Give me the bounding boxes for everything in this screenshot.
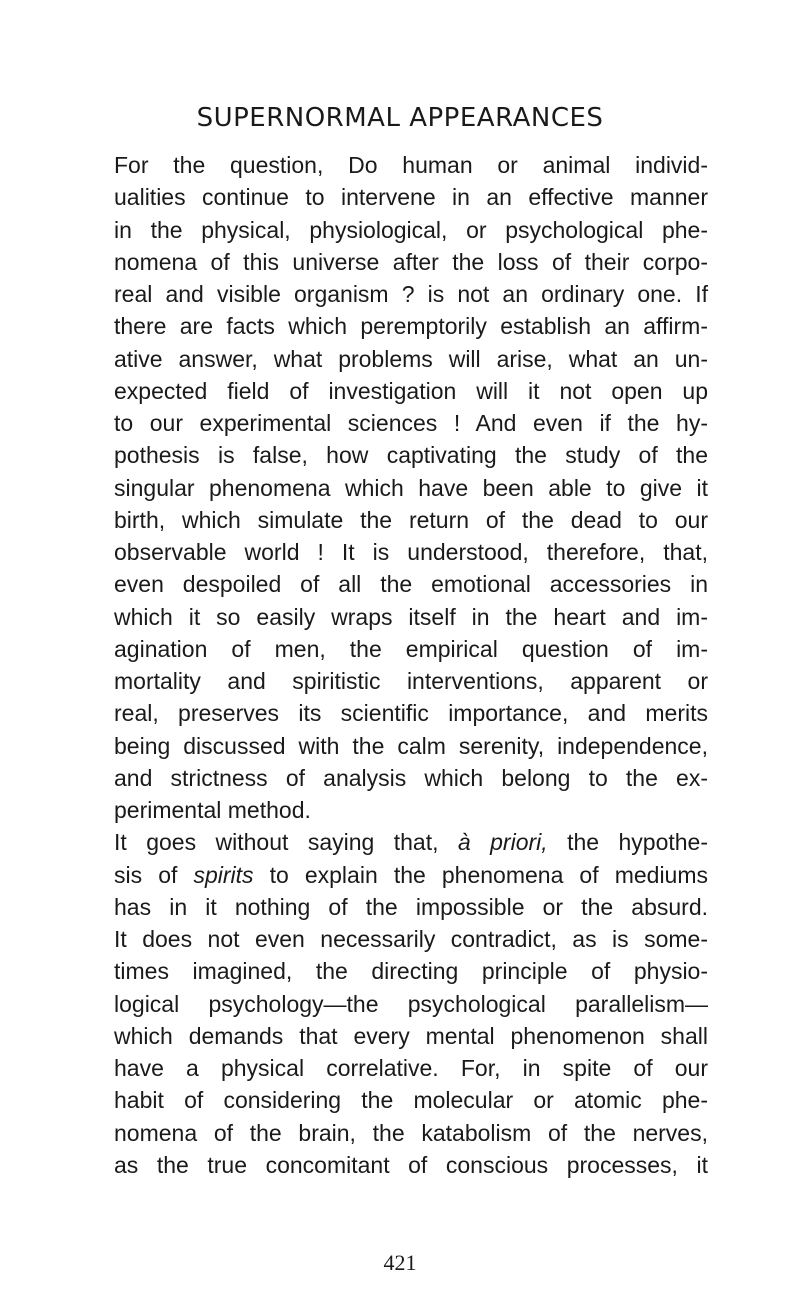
paragraph-end-line: perimental method. [114, 797, 311, 823]
text-line: there are facts which peremptorily establish an affirm- [114, 313, 708, 340]
text-line: in the physical, physiological, or psychological phe- [114, 216, 708, 243]
text-line: habit of considering the molecular or atomic phe- [114, 1087, 708, 1114]
text-line: which it so easily wraps itself in the heart and im- [114, 603, 708, 630]
text-line: ualities continue to intervene in an effective manner [114, 184, 708, 211]
italic-word: spirits [193, 861, 254, 888]
text-run: sis of [114, 861, 178, 888]
text-line: even despoiled of all the emotional accessories in [114, 571, 708, 598]
text-line: nomena of the brain, the katabolism of the nerves, [114, 1119, 708, 1146]
text-line: birth, which simulate the return of the dead to our [114, 506, 708, 533]
text-run: It goes without saying that, [114, 829, 439, 856]
text-line: pothesis is false, how captivating the study of the [114, 442, 708, 469]
text-line: have a physical correlative. For, in spite of our [114, 1055, 708, 1081]
text-line: mortality and spiritistic interventions, apparent or [114, 668, 708, 694]
text-line: logical psychology—the psychological parallelism— [114, 990, 708, 1017]
paragraph-first-line [114, 826, 708, 858]
text-line: and strictness of analysis which belong to the ex- [114, 764, 708, 791]
text-line: expected field of investigation will it not open up [114, 377, 708, 404]
running-head: SUPERNORMAL APPEARANCES [196, 103, 604, 133]
text-line: agination of men, the empirical question of im- [114, 635, 708, 662]
text-line: nomena of this universe after the loss of their corpo- [114, 248, 708, 275]
text-line: real, preserves its scientific importance, and merits [114, 700, 708, 727]
text-line: which demands that every mental phenomenon shall [114, 1022, 708, 1049]
text-line: For the question, Do human or animal individ- [114, 152, 708, 178]
text-line: as the true concomitant of conscious processes, it [114, 1151, 708, 1178]
text-line: real and visible organism ? is not an ordinary one. If [114, 281, 708, 307]
text-run: the hypothe- [567, 829, 709, 856]
text-line: to our experimental sciences ! And even if the hy- [114, 410, 708, 436]
text-line: singular phenomena which have been able to give it [114, 474, 708, 501]
text-line: times imagined, the directing principle of physio- [114, 958, 708, 985]
text-line [114, 859, 708, 891]
page-number: 421 [383, 1250, 417, 1275]
text-line: has in it nothing of the impossible or the absurd. [114, 893, 708, 920]
text-run: to explain the phenomena of mediums [269, 861, 708, 888]
body-text [114, 149, 708, 1181]
text-line: observable world ! It is understood, therefore, that, [114, 539, 708, 565]
italic-phrase: à priori, [457, 829, 548, 856]
text-line: being discussed with the calm serenity, independence, [114, 732, 708, 759]
text-line: It does not even necessarily contradict, as is some- [114, 926, 708, 952]
text-line: ative answer, what problems will arise, what an un- [114, 345, 708, 372]
